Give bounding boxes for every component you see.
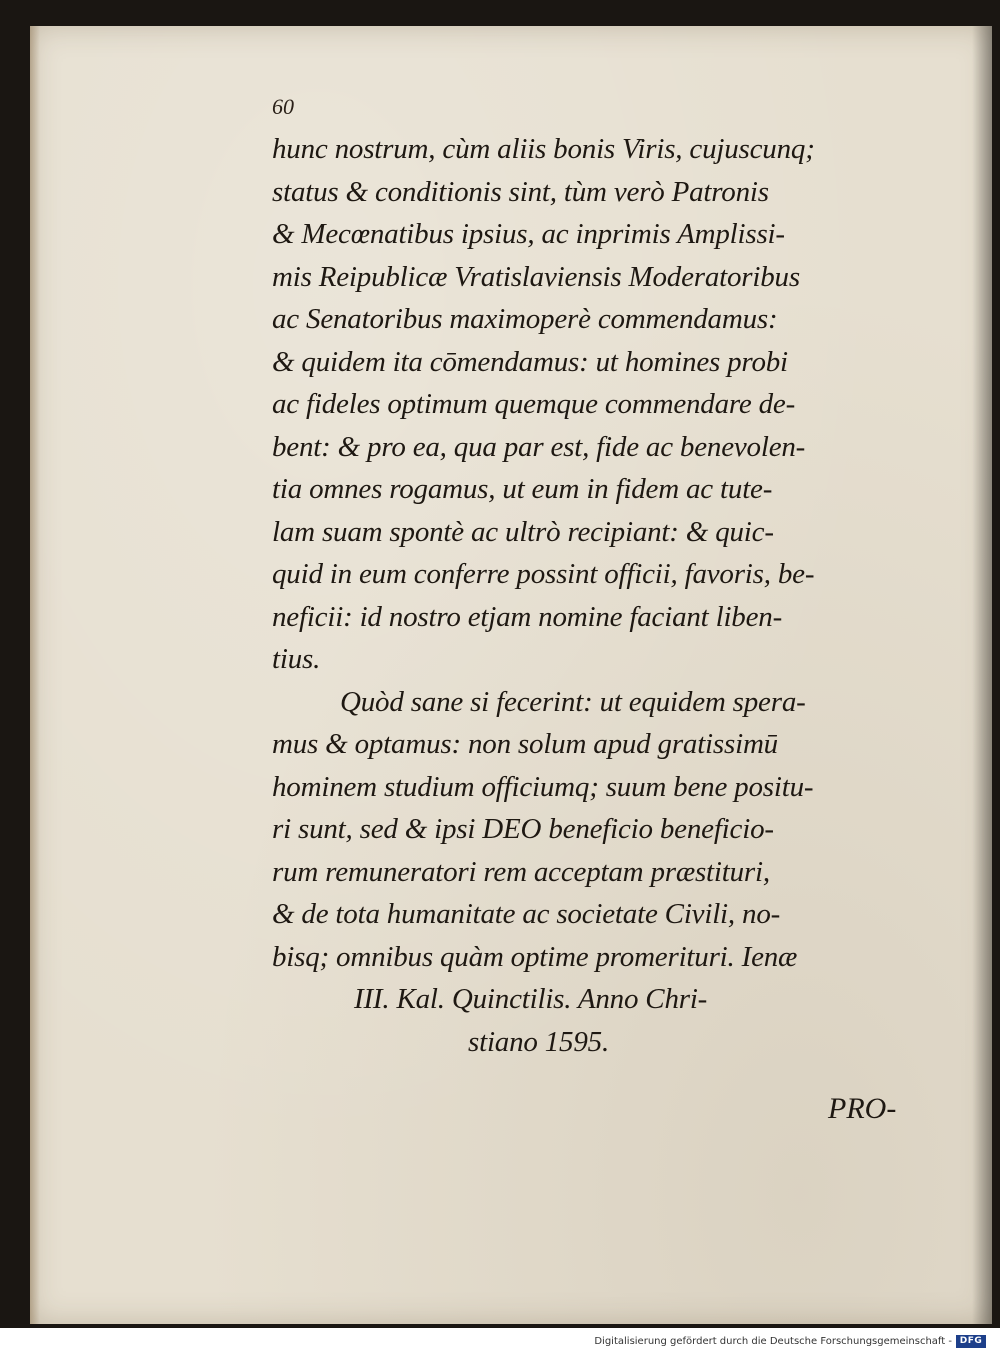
body-text [272, 128, 912, 1063]
date-line: stiano 1595. [468, 1025, 609, 1058]
page-edge-shadow [972, 26, 992, 1324]
paragraph-2-line: mus & optamus: non solum apud gratissimū [272, 728, 778, 760]
text-line: hunc nostrum, cùm aliis bonis Viris, cujuscunq; [272, 133, 815, 165]
funding-credit: Digitalisierung gefördert durch die Deutsche Forschungsgemeinschaft - [594, 1336, 952, 1347]
paragraph-2-line: Quòd sane si fecerint: ut equidem spera- [340, 685, 806, 718]
text-line: tius. [272, 643, 321, 675]
text-line: & Mecœnatibus ipsius, ac inprimis Amplissi- [272, 218, 785, 250]
paragraph-2-line: rum remuneratori rem acceptam præstituri, [272, 855, 770, 888]
text-line: neficii: id nostro etjam nomine faciant liben- [272, 600, 783, 633]
paragraph-2-line: ri sunt, sed & ipsi DEO beneficio beneficio- [272, 813, 774, 845]
page-gutter-shadow [30, 26, 40, 1324]
text-line: lam suam spontè ac ultrò recipiant: & quic- [272, 515, 774, 548]
text-line: ac fideles optimum quemque commendare de- [272, 388, 796, 420]
paragraph-2-line: & de tota humanitate ac societate Civili, no- [272, 898, 781, 930]
text-line: quid in eum conferre possint officii, favoris, be- [272, 558, 815, 590]
text-line: tia omnes rogamus, ut eum in fidem ac tute- [272, 473, 773, 505]
text-line: & quidem ita cōmendamus: ut homines probi [272, 345, 788, 378]
text-line: bent: & pro ea, qua par est, fide ac benevolen- [272, 430, 806, 463]
catchword: PRO- [828, 1092, 897, 1125]
page-number: 60 [272, 94, 294, 119]
paragraph-2-line: bisq; omnibus quàm optime promerituri. Ienæ [272, 940, 798, 973]
date-line: III. Kal. Quinctilis. Anno Chri- [354, 983, 708, 1015]
text-line: mis Reipublicæ Vratislaviensis Moderatoribus [272, 260, 800, 293]
dfg-logo-icon: DFG [956, 1335, 986, 1348]
paragraph-2-line: hominem studium officiumq; suum bene positu- [272, 770, 814, 803]
text-line: status & conditionis sint, tùm verò Patronis [272, 175, 769, 208]
text-line: ac Senatoribus maximoperè commendamus: [272, 303, 778, 335]
